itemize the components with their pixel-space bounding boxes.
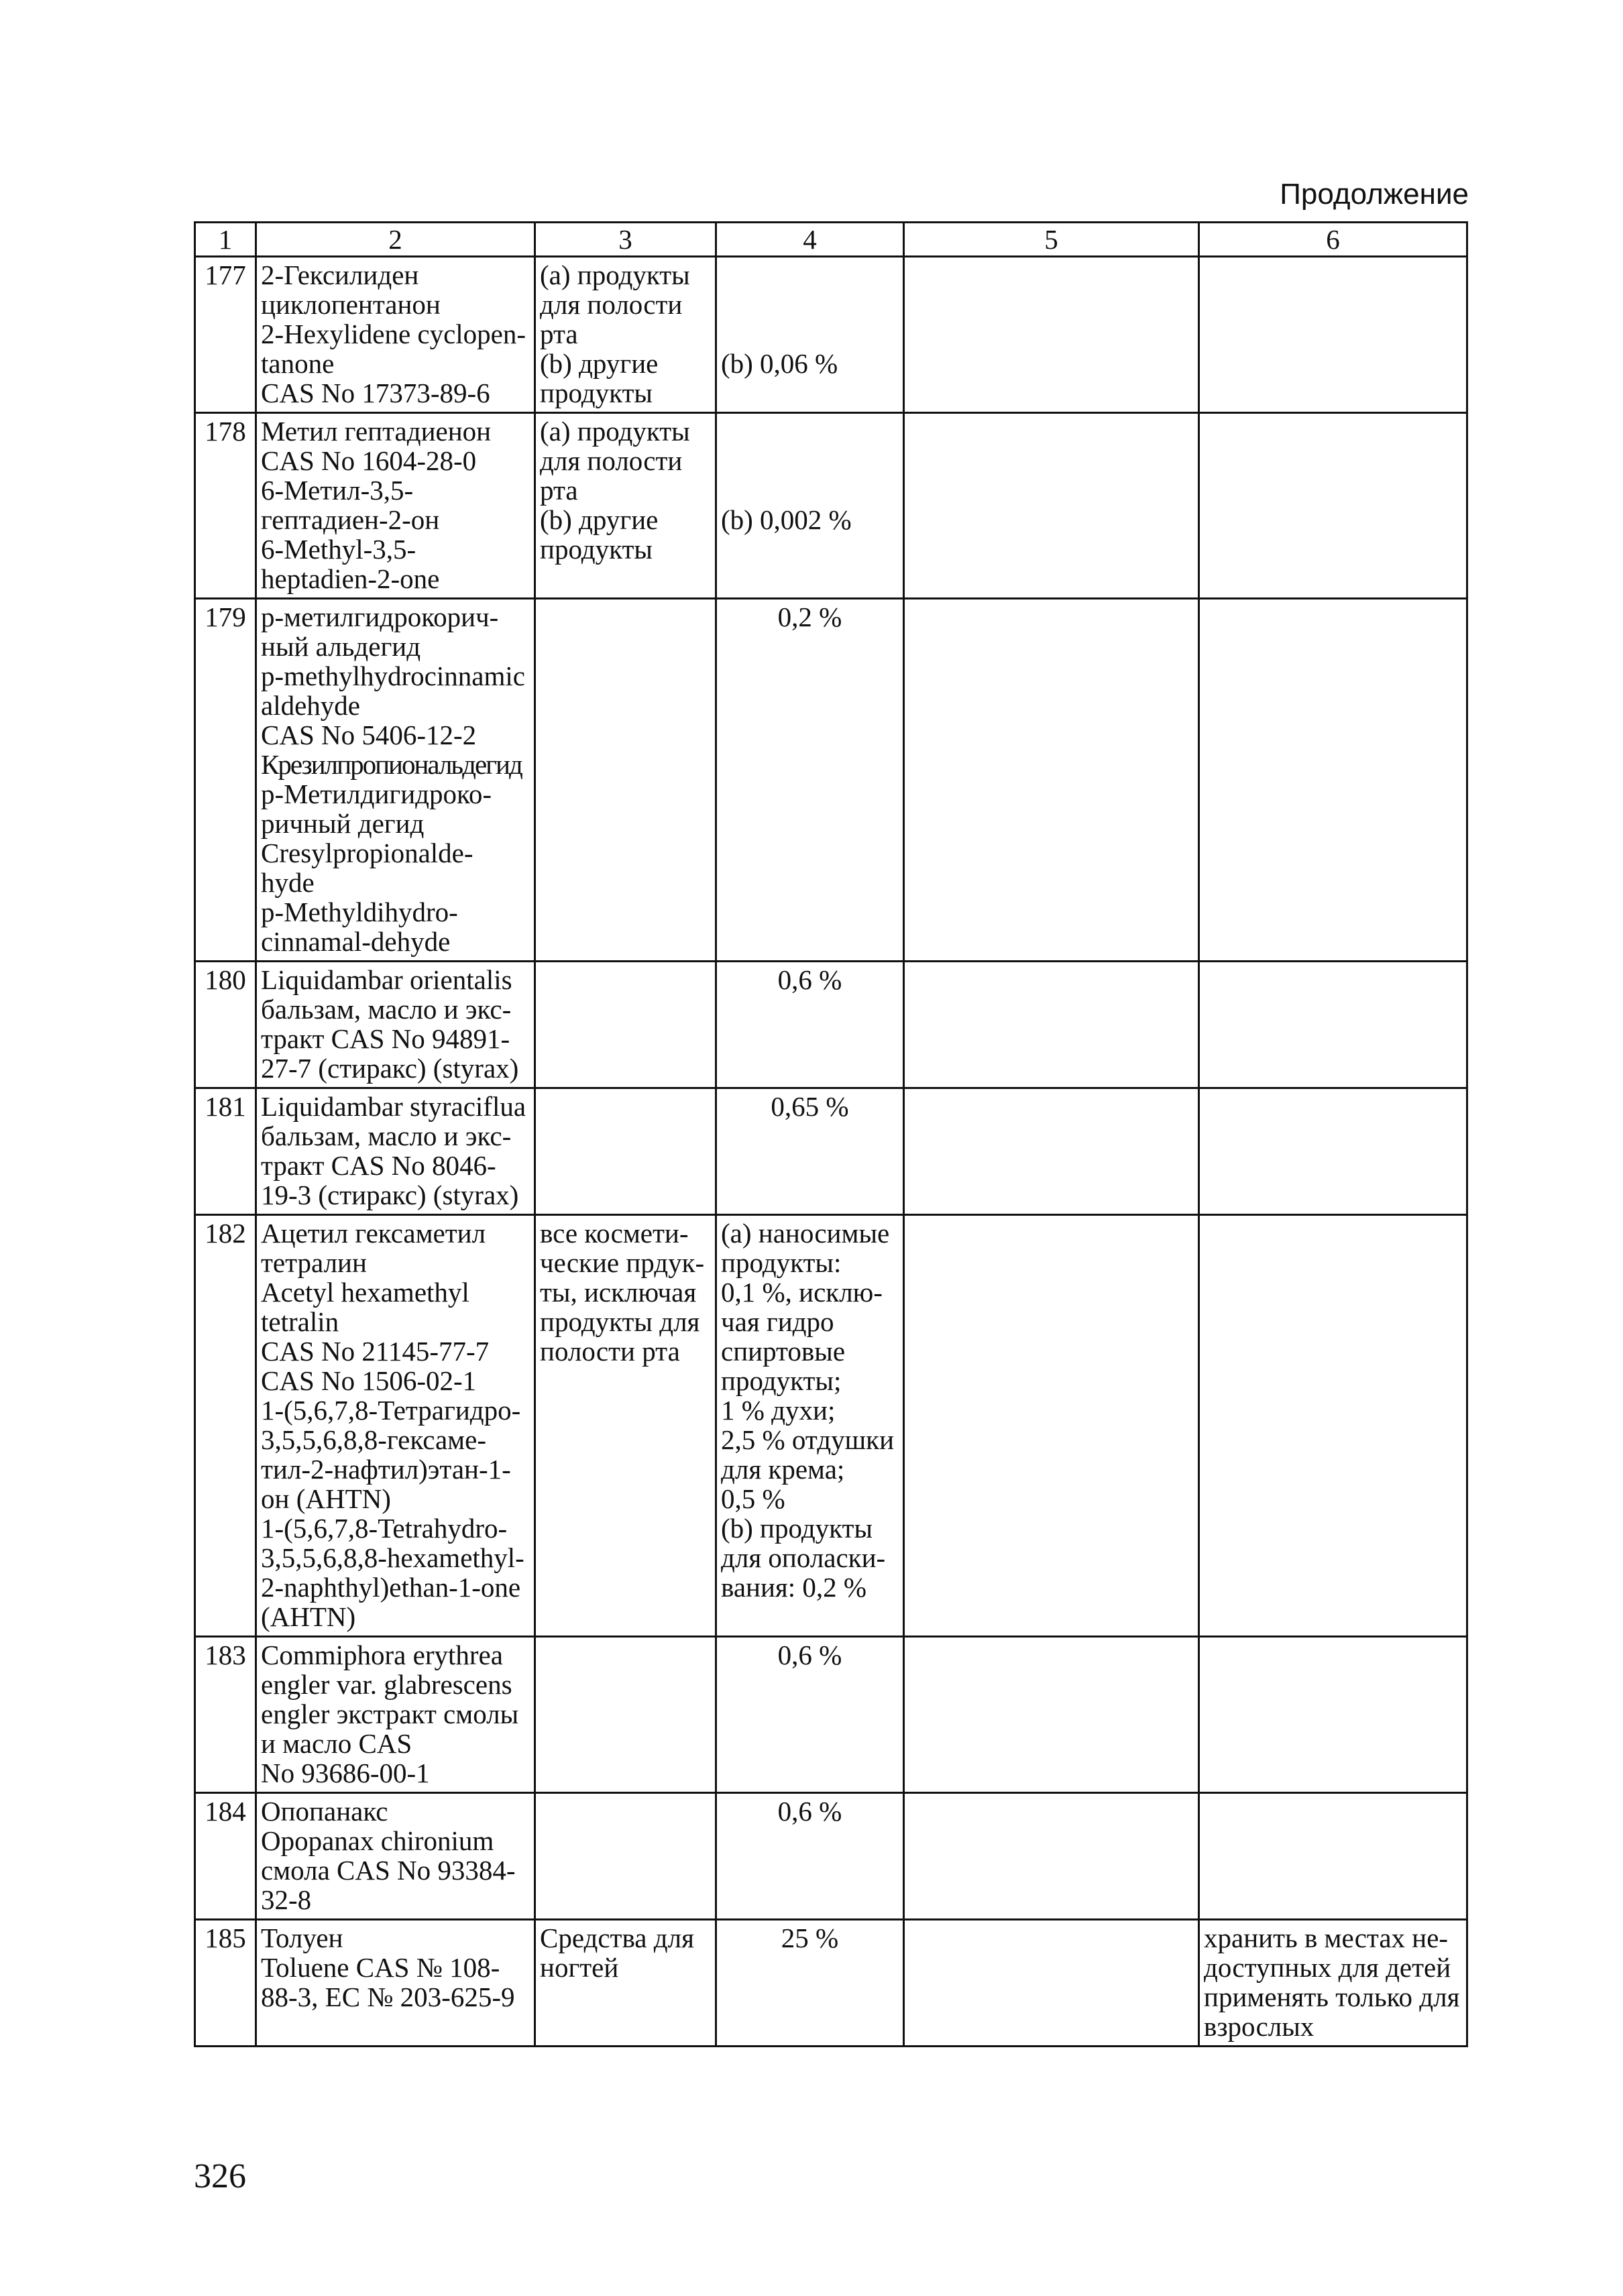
name-line: Opopanax chironium (261, 1825, 494, 1856)
column-5-cell (904, 413, 1199, 599)
name-line: Крезилпропиональдегид (261, 749, 522, 780)
table-row (195, 962, 1467, 1088)
name-line: 2-Hexylidene cyclopen- (261, 319, 526, 349)
product-scope (535, 599, 716, 962)
product-scope (535, 257, 716, 413)
scope-line: продукты (540, 378, 653, 408)
name-line: 32-8 (261, 1884, 312, 1915)
limit-line: для ополаски- (721, 1542, 886, 1573)
name-line: смола CAS No 93384- (261, 1855, 516, 1886)
name-line: 1-(5,6,7,8-Tetrahydro- (261, 1513, 508, 1544)
column-5-cell (904, 1920, 1199, 2047)
name-line: Ацетил гексаметил (261, 1218, 486, 1249)
concentration-limit (716, 413, 904, 599)
scope-line: продукты (540, 534, 653, 565)
limit-line: 2,5 % отдушки (721, 1424, 895, 1455)
name-line: 3,5,5,6,8,8-hexamethyl- (261, 1542, 524, 1573)
name-line: CAS No 1604-28-0 (261, 445, 477, 476)
name-line: hyde (261, 867, 315, 898)
concentration-limit: 25 % (716, 1920, 904, 2047)
column-6-cell (1199, 599, 1467, 962)
product-scope (535, 413, 716, 599)
continuation-label: Продолжение (1280, 178, 1469, 211)
table-row (195, 599, 1467, 962)
row-number: 179 (195, 599, 256, 962)
column-header-3: 3 (535, 223, 716, 257)
table-row (195, 1793, 1467, 1920)
substance-name (256, 962, 535, 1088)
name-line: ричный дегид (261, 808, 425, 839)
concentration-limit: 0,6 % (716, 1637, 904, 1793)
name-line: бальзам, масло и экс- (261, 994, 512, 1025)
name-line: 2-Гексилиден (261, 260, 419, 290)
column-6-cell (1199, 1793, 1467, 1920)
name-line: Liquidambar styraciflua (261, 1091, 526, 1122)
scope-line: ты, исключая (540, 1277, 697, 1308)
limit-line: (b) 0,06 % (721, 348, 838, 379)
scope-line: (b) другие (540, 504, 659, 535)
scope-line: (b) другие (540, 348, 659, 379)
warning-line: применять только для (1204, 1982, 1460, 2012)
name-line: и масло CAS (261, 1728, 412, 1759)
scope-line: ногтей (540, 1952, 619, 1983)
name-line: engler var. glabrescens (261, 1669, 512, 1700)
column-6-cell (1199, 1088, 1467, 1215)
substance-name (256, 1215, 535, 1637)
limit-line: (b) продукты (721, 1513, 873, 1544)
concentration-limit: 0,6 % (716, 962, 904, 1088)
column-6-cell (1199, 962, 1467, 1088)
limit-line: 0,5 % (721, 1483, 785, 1514)
name-line: тил-2-нафтил)этан-1- (261, 1454, 511, 1485)
page-number: 326 (194, 2157, 246, 2195)
row-number: 185 (195, 1920, 256, 2047)
limit-line: (a) наносимые (721, 1218, 890, 1249)
concentration-limit: 0,2 % (716, 599, 904, 962)
column-header-6: 6 (1199, 223, 1467, 257)
name-line: 1-(5,6,7,8-Тетрагидро- (261, 1395, 521, 1426)
name-line: p-Methyldihydro- (261, 897, 458, 927)
name-line: бальзам, масло и экс- (261, 1121, 512, 1151)
product-scope (535, 962, 716, 1088)
product-scope (535, 1920, 716, 2047)
name-line: tetralin (261, 1306, 339, 1337)
column-6-cell (1199, 1215, 1467, 1637)
scope-line: Средства для (540, 1922, 694, 1953)
scope-line: (a) продукты (540, 260, 690, 290)
name-line: 27-7 (стиракс) (styrax) (261, 1053, 519, 1084)
name-line: p-methylhydrocinnamic (261, 661, 525, 691)
name-line: 6-Метил-3,5- (261, 475, 414, 506)
substance-name (256, 1793, 535, 1920)
name-line: тракт CAS No 8046- (261, 1150, 496, 1181)
scope-line: рта (540, 475, 578, 506)
concentration-limit (716, 1215, 904, 1637)
column-5-cell (904, 1215, 1199, 1637)
concentration-limit: 0,65 % (716, 1088, 904, 1215)
row-number: 183 (195, 1637, 256, 1793)
name-line: Толуен (261, 1922, 343, 1953)
table-row (195, 1215, 1467, 1637)
product-scope (535, 1215, 716, 1637)
name-line: CAS No 5406-12-2 (261, 720, 477, 750)
table-row (195, 257, 1467, 413)
name-line: heptadien-2-one (261, 563, 440, 594)
name-line: циклопентанон (261, 289, 441, 320)
column-6-cell (1199, 1637, 1467, 1793)
table-row (195, 1088, 1467, 1215)
name-line: Commiphora erythrea (261, 1640, 503, 1670)
name-line: гептадиен-2-он (261, 504, 440, 535)
limit-line: спиртовые (721, 1336, 846, 1367)
limit-line: (b) 0,002 % (721, 504, 852, 535)
name-line: engler экстракт смолы (261, 1699, 519, 1729)
column-5-cell (904, 1088, 1199, 1215)
scope-line: для полости (540, 445, 683, 476)
column-5-cell (904, 599, 1199, 962)
limit-line: для крема; (721, 1454, 845, 1485)
warning-line: доступных для детей (1204, 1952, 1451, 1983)
column-number-row (195, 223, 1467, 257)
name-line: Опопанакс (261, 1796, 388, 1827)
row-number: 180 (195, 962, 256, 1088)
name-line: 3,5,5,6,8,8-гексаме- (261, 1424, 486, 1455)
name-line: он (AHTN) (261, 1483, 391, 1514)
row-number: 184 (195, 1793, 256, 1920)
table-row (195, 1920, 1467, 2047)
name-line: No 93686-00-1 (261, 1758, 430, 1788)
scope-line: продукты для (540, 1306, 700, 1337)
substance-name (256, 1920, 535, 2047)
name-line: 2-naphthyl)ethan-1-one (261, 1572, 521, 1603)
limit-line: 1 % духи; (721, 1395, 836, 1426)
limit-line: чая гидро (721, 1306, 834, 1337)
name-line: tanone (261, 348, 335, 379)
row-number: 182 (195, 1215, 256, 1637)
row-number: 181 (195, 1088, 256, 1215)
column-header-1: 1 (195, 223, 256, 257)
name-line: Acetyl hexamethyl (261, 1277, 469, 1308)
column-header-5: 5 (904, 223, 1199, 257)
name-line: тетралин (261, 1247, 367, 1278)
name-line: aldehyde (261, 690, 360, 721)
column-6-cell (1199, 1920, 1467, 2047)
column-header-4: 4 (716, 223, 904, 257)
scope-line: (a) продукты (540, 416, 690, 447)
ingredients-table (194, 221, 1468, 2047)
limit-line: продукты: (721, 1247, 842, 1278)
warning-line: хранить в местах не- (1204, 1922, 1449, 1953)
limit-line: продукты; (721, 1365, 842, 1396)
product-scope (535, 1088, 716, 1215)
substance-name (256, 413, 535, 599)
table-row (195, 413, 1467, 599)
name-line: cinnamal-dehyde (261, 926, 451, 957)
name-line: p-метилгидрокорич- (261, 601, 499, 632)
name-line: ный альдегид (261, 631, 421, 662)
scope-line: ческие прдук- (540, 1247, 705, 1278)
row-number: 177 (195, 257, 256, 413)
column-5-cell (904, 962, 1199, 1088)
name-line: 88-3, EC № 203-625-9 (261, 1982, 515, 2012)
product-scope (535, 1637, 716, 1793)
scope-line: рта (540, 319, 578, 349)
substance-name (256, 257, 535, 413)
column-header-2: 2 (256, 223, 535, 257)
name-line: (AHTN) (261, 1601, 356, 1632)
column-5-cell (904, 1637, 1199, 1793)
name-line: 6-Methyl-3,5- (261, 534, 416, 565)
row-number: 178 (195, 413, 256, 599)
name-line: Toluene CAS № 108- (261, 1952, 500, 1983)
column-6-cell (1199, 257, 1467, 413)
substance-name (256, 599, 535, 962)
column-5-cell (904, 1793, 1199, 1920)
column-6-cell (1199, 413, 1467, 599)
limit-line: 0,1 %, исклю- (721, 1277, 883, 1308)
substance-name (256, 1088, 535, 1215)
name-line: р-Метилдигидроко- (261, 779, 492, 809)
scope-line: полости рта (540, 1336, 680, 1367)
scope-line: все космети- (540, 1218, 689, 1249)
concentration-limit: 0,6 % (716, 1793, 904, 1920)
name-line: Метил гептадиенон (261, 416, 492, 447)
limit-line: вания: 0,2 % (721, 1572, 867, 1603)
name-line: Liquidambar orientalis (261, 964, 512, 995)
name-line: CAS No 21145-77-7 (261, 1336, 490, 1367)
name-line: CAS No 1506-02-1 (261, 1365, 477, 1396)
name-line: 19-3 (стиракс) (styrax) (261, 1180, 519, 1210)
concentration-limit (716, 257, 904, 413)
warning-line: взрослых (1204, 2011, 1314, 2042)
table-row (195, 1637, 1467, 1793)
name-line: тракт CAS No 94891- (261, 1023, 510, 1054)
name-line: CAS No 17373-89-6 (261, 378, 490, 408)
name-line: Cresylpropionalde- (261, 838, 473, 868)
scope-line: для полости (540, 289, 683, 320)
product-scope (535, 1793, 716, 1920)
column-5-cell (904, 257, 1199, 413)
substance-name (256, 1637, 535, 1793)
